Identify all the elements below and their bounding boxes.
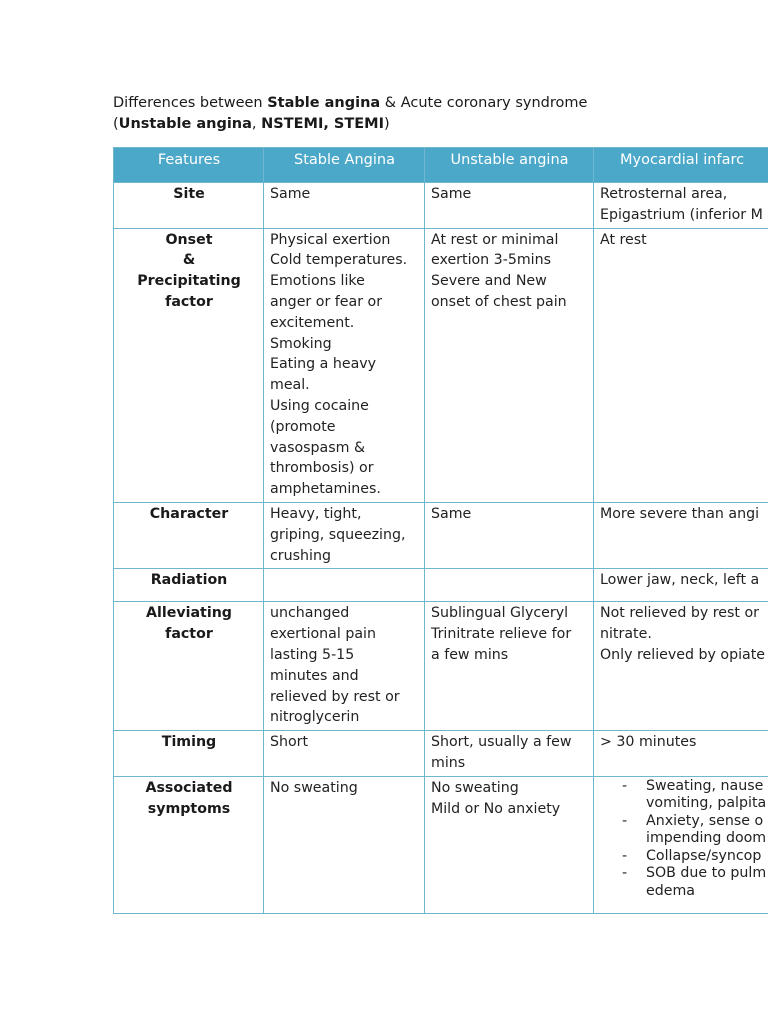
cell-line: vasospasm & xyxy=(270,439,366,456)
cell-line: Cold temperatures. xyxy=(270,252,408,269)
heading-line-2 xyxy=(113,114,587,135)
cell-line: onset of chest pain xyxy=(431,293,567,310)
unstable-angina-cell xyxy=(425,183,594,229)
list-item-line: - Sweating, nause xyxy=(646,777,764,794)
heading-line-1 xyxy=(113,93,587,114)
stable-angina-cell xyxy=(264,228,425,502)
heading-text: Differences between xyxy=(113,95,268,111)
feature-cell-character xyxy=(114,502,264,568)
cell-line: Same xyxy=(431,186,472,202)
cell-line: Retrosternal area, xyxy=(600,186,728,202)
stable-angina-cell xyxy=(264,776,425,913)
cell-line: Same xyxy=(431,505,472,522)
cell-line: griping, squeezing, xyxy=(270,526,406,543)
cell-line: crushing xyxy=(270,547,331,564)
myocardial-infarction-cell xyxy=(594,228,768,502)
table-row xyxy=(114,183,768,229)
unstable-angina-cell xyxy=(425,776,594,913)
cell-line: Severe and New xyxy=(431,273,547,290)
myocardial-infarction-cell xyxy=(594,502,768,568)
list-item-line: - Anxiety, sense o xyxy=(646,812,764,829)
cell-line: symptoms xyxy=(147,800,231,817)
heading-bold-text: Stable angina xyxy=(267,95,381,111)
table-row xyxy=(114,569,768,602)
table-row xyxy=(114,731,768,777)
table-header-row xyxy=(114,148,768,183)
cell-line: Radiation xyxy=(150,572,228,589)
stable-angina-cell xyxy=(264,569,425,602)
list-item xyxy=(600,848,768,866)
myocardial-infarction-cell xyxy=(594,183,768,229)
cell-line: thrombosis) or xyxy=(270,460,374,477)
cell-line: > 30 minutes xyxy=(600,734,697,751)
myocardial-infarction-cell xyxy=(594,569,768,602)
list-item-line: - SOB due to pulm xyxy=(646,865,767,882)
cell-line: lasting 5-15 xyxy=(270,646,355,663)
stable-angina-cell xyxy=(264,731,425,777)
cell-line: Mild or No anxiety xyxy=(431,800,561,817)
cell-line: nitroglycerin xyxy=(270,709,360,726)
myocardial-infarction-cell xyxy=(594,602,768,731)
heading-text: ) xyxy=(383,116,390,132)
cell-line: factor xyxy=(165,293,213,310)
symptom-list xyxy=(600,778,768,901)
header-myocardial-infarction: Myocardial infarc xyxy=(594,148,768,183)
list-item xyxy=(600,778,768,813)
table-row xyxy=(114,228,768,502)
cell-line: Short xyxy=(270,734,309,751)
stable-angina-cell xyxy=(264,602,425,731)
cell-line: At rest xyxy=(600,231,647,248)
heading-text: & Acute coronary syndrome xyxy=(380,95,588,111)
cell-line: Eating a heavy xyxy=(270,356,377,373)
list-item-line: - Collapse/syncop xyxy=(646,847,762,864)
cell-line: Emotions like xyxy=(270,273,365,290)
cell-line: (promote xyxy=(270,418,336,435)
list-item-line: impending doom xyxy=(646,830,767,847)
cell-line: Onset xyxy=(165,231,213,248)
unstable-angina-cell xyxy=(425,569,594,602)
cell-line: a few mins xyxy=(431,646,509,663)
heading-text: , xyxy=(251,116,262,132)
cell-line: Sublingual Glyceryl xyxy=(431,605,569,622)
cell-line: Precipitating xyxy=(137,273,241,290)
feature-cell-radiation xyxy=(114,569,264,602)
list-item-line: edema xyxy=(646,882,695,899)
cell-line: excitement. xyxy=(270,314,355,331)
myocardial-infarction-cell xyxy=(594,776,768,913)
heading-bold-text: Unstable angina xyxy=(118,116,252,132)
header-unstable-angina: Unstable angina xyxy=(425,148,594,183)
unstable-angina-cell xyxy=(425,602,594,731)
table-row xyxy=(114,776,768,913)
cell-line: minutes and xyxy=(270,667,359,684)
feature-cell-onset xyxy=(114,228,264,502)
table-row xyxy=(114,502,768,568)
cell-line: Only relieved by opiate xyxy=(600,646,766,663)
feature-cell-timing xyxy=(114,731,264,777)
cell-line: At rest or minimal xyxy=(431,231,559,248)
cell-line: exertional pain xyxy=(270,626,376,643)
document-heading xyxy=(113,93,587,135)
cell-line: factor xyxy=(165,626,213,643)
unstable-angina-cell xyxy=(425,731,594,777)
table-row xyxy=(114,602,768,731)
feature-cell-site xyxy=(114,183,264,229)
feature-cell-alleviating xyxy=(114,602,264,731)
cell-line: Same xyxy=(270,186,311,202)
cell-line: Alleviating xyxy=(146,605,232,622)
comparison-table xyxy=(113,147,768,914)
heading-text: ( xyxy=(113,116,119,132)
list-item xyxy=(600,813,768,848)
cell-line: Physical exertion xyxy=(270,231,391,248)
cell-line: Character xyxy=(149,505,229,522)
cell-line: No sweating xyxy=(270,779,358,796)
cell-line: Epigastrium (inferior M xyxy=(600,206,763,223)
cell-line: anger or fear or xyxy=(270,293,383,310)
cell-line: Lower jaw, neck, left a xyxy=(600,572,760,589)
unstable-angina-cell xyxy=(425,502,594,568)
list-item-line: vomiting, palpita xyxy=(646,795,767,812)
stable-angina-cell xyxy=(264,183,425,229)
heading-bold-text: NSTEMI, STEMI xyxy=(261,116,384,132)
cell-line: unchanged xyxy=(270,605,350,622)
list-item xyxy=(600,865,768,900)
cell-line: Associated xyxy=(145,779,233,796)
cell-line: nitrate. xyxy=(600,626,652,643)
cell-line: Short, usually a few xyxy=(431,734,572,751)
myocardial-infarction-cell xyxy=(594,731,768,777)
cell-line: meal. xyxy=(270,377,310,394)
cell-line: & xyxy=(182,252,196,269)
cell-line: No sweating xyxy=(431,779,519,796)
header-features: Features xyxy=(114,148,264,183)
cell-line: Heavy, tight, xyxy=(270,505,362,522)
cell-line: relieved by rest or xyxy=(270,688,400,705)
unstable-angina-cell xyxy=(425,228,594,502)
cell-line: More severe than angi xyxy=(600,505,760,522)
cell-line: Smoking xyxy=(270,335,332,352)
cell-line: amphetamines. xyxy=(270,481,381,498)
cell-line: Not relieved by rest or xyxy=(600,605,760,622)
cell-line: Timing xyxy=(161,734,217,751)
cell-line: mins xyxy=(431,754,466,771)
header-stable-angina: Stable Angina xyxy=(264,148,425,183)
cell-line: Site xyxy=(173,186,205,202)
feature-cell-associated xyxy=(114,776,264,913)
cell-line: Using cocaine xyxy=(270,397,369,414)
cell-line: Trinitrate relieve for xyxy=(431,626,572,643)
cell-line: exertion 3-5mins xyxy=(431,252,552,269)
stable-angina-cell xyxy=(264,502,425,568)
